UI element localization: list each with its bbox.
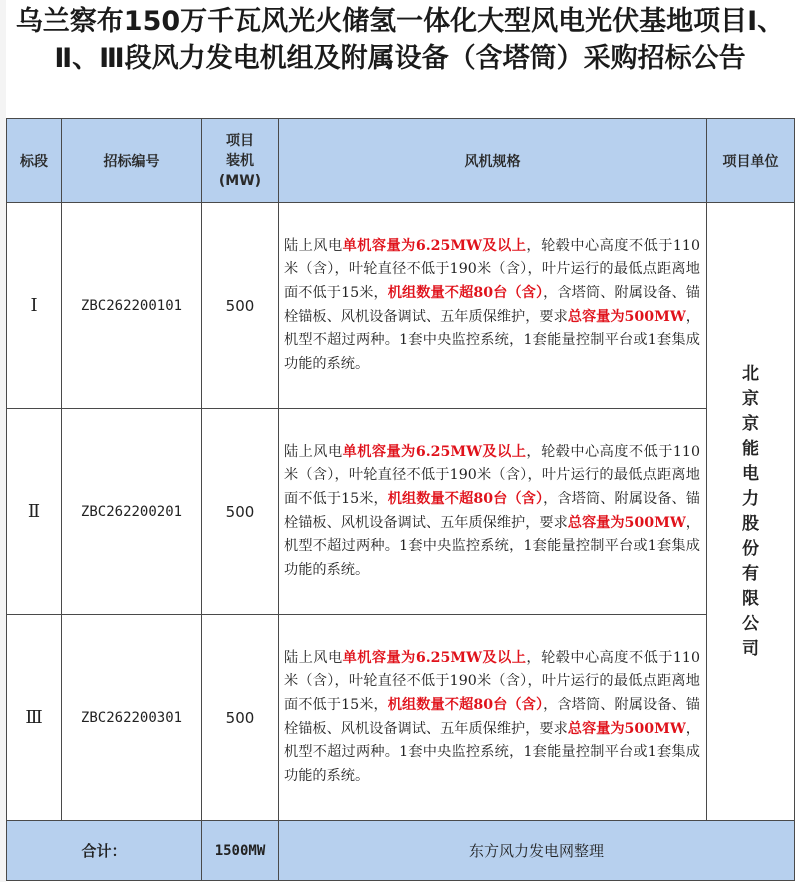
spec-highlight: 总容量为500MW bbox=[567, 514, 686, 531]
project-unit-cell bbox=[707, 203, 795, 821]
row-capacity: 500 bbox=[202, 203, 279, 409]
header-unit: 项目单位 bbox=[707, 119, 795, 203]
page-title: 乌兰察布150万千瓦风光火储氢一体化大型风电光伏基地项目Ⅰ、Ⅱ、Ⅲ段风力发电机组及附属设备（含塔筒）采购招标公告 bbox=[15, 6, 785, 74]
spec-highlight: 机组数量不超80台（含） bbox=[387, 284, 544, 301]
spec-text: 陆上风电 bbox=[284, 649, 343, 666]
project-unit: 北京京能电力股份有限公司 bbox=[742, 363, 759, 659]
spec-highlight: 单机容量为6.25MW及以上 bbox=[342, 237, 527, 254]
spec-text: ，机型不超过两种。1套中央监控系统，1套能量控制平台或1套集成功能的系统。 bbox=[284, 720, 700, 784]
row-code: ZBC262200201 bbox=[62, 409, 202, 615]
spec-highlight: 单机容量为6.25MW及以上 bbox=[342, 649, 527, 666]
table-row bbox=[7, 409, 795, 615]
total-value: 1500MW bbox=[202, 821, 279, 881]
spec-highlight: 机组数量不超80台（含） bbox=[387, 696, 544, 713]
row-code: ZBC262200301 bbox=[62, 615, 202, 821]
spec-text: 陆上风电 bbox=[284, 443, 343, 460]
spec-text: ，含塔筒、附属设备、锚栓锚板、风机设备调试、五年质保维护，要求 bbox=[284, 284, 700, 325]
header-segment: 标段 bbox=[7, 119, 62, 203]
table-footer-row bbox=[7, 821, 795, 881]
header-spec: 风机规格 bbox=[279, 119, 707, 203]
header-capacity-line2: 装机 bbox=[226, 152, 254, 169]
table-row bbox=[7, 203, 795, 409]
row-spec bbox=[279, 409, 707, 615]
row-segment: Ⅰ bbox=[7, 203, 62, 409]
spec-highlight: 机组数量不超80台（含） bbox=[387, 490, 544, 507]
spec-text: ，轮毂中心高度不低于110米（含），叶轮直径不低于190米（含），叶片运行的最低点距离地面不低于15米， bbox=[284, 649, 700, 713]
spec-text: 陆上风电 bbox=[284, 237, 343, 254]
header-capacity-line1: 项目 bbox=[226, 132, 254, 149]
spec-text: ，含塔筒、附属设备、锚栓锚板、风机设备调试、五年质保维护，要求 bbox=[284, 490, 700, 531]
spec-highlight: 总容量为500MW bbox=[567, 308, 686, 325]
row-spec bbox=[279, 203, 707, 409]
spec-text: ，机型不超过两种。1套中央监控系统，1套能量控制平台或1套集成功能的系统。 bbox=[284, 514, 700, 578]
table-header-row bbox=[7, 119, 795, 203]
row-capacity: 500 bbox=[202, 615, 279, 821]
spec-highlight: 单机容量为6.25MW及以上 bbox=[342, 443, 527, 460]
row-segment: Ⅱ bbox=[7, 409, 62, 615]
spec-text: ，轮毂中心高度不低于110米（含），叶轮直径不低于190米（含），叶片运行的最低点距离地面不低于15米， bbox=[284, 443, 700, 507]
row-segment: Ⅲ bbox=[7, 615, 62, 821]
row-spec bbox=[279, 615, 707, 821]
total-label: 合计： bbox=[7, 821, 202, 881]
header-capacity-line3: (MW) bbox=[218, 172, 262, 189]
spec-text: ，轮毂中心高度不低于110米（含），叶轮直径不低于190米（含），叶片运行的最低点距离地面不低于15米， bbox=[284, 237, 700, 301]
row-code: ZBC262200101 bbox=[62, 203, 202, 409]
header-code: 招标编号 bbox=[62, 119, 202, 203]
spec-text: ，机型不超过两种。1套中央监控系统，1套能量控制平台或1套集成功能的系统。 bbox=[284, 308, 700, 372]
spec-highlight: 总容量为500MW bbox=[567, 720, 686, 737]
tender-table bbox=[6, 118, 795, 881]
source-note: 东方风力发电网整理 bbox=[279, 821, 795, 881]
spec-text: ，含塔筒、附属设备、锚栓锚板、风机设备调试、五年质保维护，要求 bbox=[284, 696, 700, 737]
row-capacity: 500 bbox=[202, 409, 279, 615]
header-capacity bbox=[202, 119, 279, 203]
table-row bbox=[7, 615, 795, 821]
